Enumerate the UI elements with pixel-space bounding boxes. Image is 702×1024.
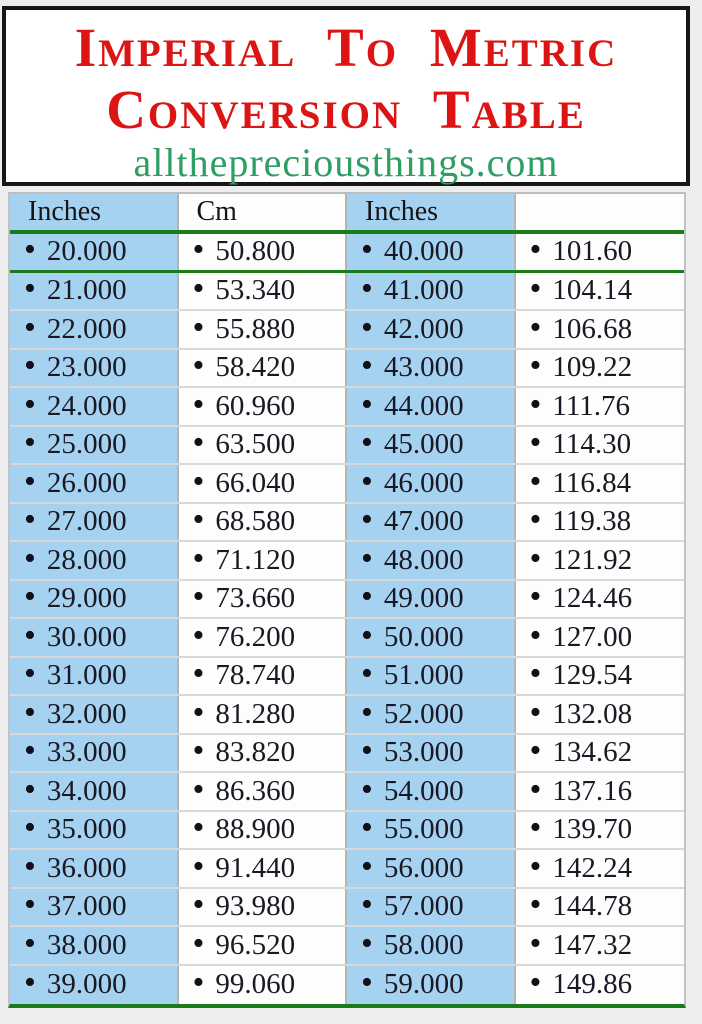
table-cell [10,619,179,656]
bullet-icon: • [529,465,542,500]
conversion-table [8,192,686,1008]
bullet-icon: • [192,349,205,385]
cell-value: 132.08 [552,697,633,730]
table-cell [179,581,348,618]
bullet-icon: • [529,696,542,731]
cell-value: 32.000 [46,697,127,730]
bullet-icon: • [192,657,205,693]
column-header-cm-1: Cm [179,194,348,230]
bullet-icon: • [361,850,373,885]
bullet-icon: • [192,811,205,847]
cell-value: 101.60 [552,235,633,268]
bullet-icon: • [529,388,542,423]
table-cell [179,812,348,849]
bullet-icon: • [361,888,373,924]
cell-value: 40.000 [383,235,464,268]
cell-value: 142.24 [552,851,633,884]
table-cell [516,273,685,310]
cell-value: 45.000 [383,428,464,461]
table-cell [347,465,516,502]
cell-value: 106.68 [552,312,633,345]
bullet-icon: • [24,927,36,962]
table-cell [10,311,179,348]
table-cell [347,889,516,926]
cell-value: 127.00 [552,620,633,653]
table-cell [516,850,685,887]
table-cell [347,850,516,887]
bullet-icon: • [24,619,36,654]
bullet-icon: • [361,503,373,539]
table-cell [516,388,685,425]
bullet-icon: • [24,811,36,847]
bullet-icon: • [24,850,36,885]
bullet-icon: • [24,503,36,539]
table-cell [516,581,685,618]
title-line-2: Conversion Table [106,79,586,140]
bullet-icon: • [24,272,36,308]
bullet-icon: • [361,619,373,654]
cell-value: 137.16 [552,774,633,807]
table-row [10,773,684,812]
bullet-icon: • [529,773,542,808]
table-cell [347,504,516,541]
table-cell [516,427,685,464]
table-cell [10,850,179,887]
cell-value: 42.000 [383,312,464,345]
cell-value: 41.000 [383,274,464,307]
table-cell [10,234,179,270]
table-cell [347,696,516,733]
cell-value: 38.000 [46,928,127,961]
table-row [10,350,684,389]
table-cell [347,273,516,310]
cell-value: 86.360 [215,774,296,807]
bullet-icon: • [361,734,373,770]
cell-value: 24.000 [46,389,127,422]
bullet-icon: • [529,349,542,385]
table-cell [10,773,179,810]
table-row [10,234,684,273]
bullet-icon: • [361,272,373,308]
cell-value: 68.580 [215,505,296,538]
table-cell [10,889,179,926]
bullet-icon: • [192,965,205,1002]
table-row [10,427,684,466]
table-cell [516,504,685,541]
cell-value: 71.120 [215,543,296,576]
cell-value: 119.38 [552,505,632,538]
cell-value: 99.060 [215,968,296,1001]
bullet-icon: • [361,811,373,847]
table-cell [347,812,516,849]
bullet-icon: • [24,965,36,1002]
cell-value: 58.000 [383,928,464,961]
table-cell [179,966,348,1005]
table-cell [10,812,179,849]
bullet-icon: • [192,888,205,924]
table-cell [347,658,516,695]
cell-value: 109.22 [552,351,633,384]
bullet-icon: • [529,927,542,962]
table-cell [179,234,348,270]
bullet-icon: • [192,542,205,577]
cell-value: 116.84 [552,466,632,499]
cell-value: 23.000 [46,351,127,384]
table-cell [179,773,348,810]
table-cell [179,350,348,387]
bullet-icon: • [529,580,542,616]
table-cell [179,927,348,964]
bullet-icon: • [192,426,205,462]
cell-value: 33.000 [46,736,127,769]
bullet-icon: • [361,234,373,269]
cell-value: 88.900 [215,813,296,846]
bullet-icon: • [192,619,205,654]
cell-value: 66.040 [215,466,296,499]
table-cell [347,427,516,464]
table-cell [347,388,516,425]
bullet-icon: • [529,272,542,308]
cell-value: 78.740 [215,659,296,692]
bullet-icon: • [529,503,542,539]
cell-value: 96.520 [215,928,296,961]
bullet-icon: • [529,619,542,654]
table-body [10,234,684,1004]
cell-value: 83.820 [215,736,296,769]
cell-value: 28.000 [46,543,127,576]
table-cell [10,927,179,964]
bullet-icon: • [361,580,373,616]
bullet-icon: • [24,580,36,616]
table-cell [179,889,348,926]
table-row [10,812,684,851]
cell-value: 139.70 [552,813,633,846]
cell-value: 147.32 [552,928,633,961]
cell-value: 73.660 [215,582,296,615]
bullet-icon: • [192,773,205,808]
table-row [10,388,684,427]
table-cell [347,542,516,579]
cell-value: 124.46 [552,582,633,615]
bullet-icon: • [361,965,373,1002]
cell-value: 52.000 [383,697,464,730]
table-cell [347,311,516,348]
cell-value: 39.000 [46,968,127,1001]
cell-value: 55.880 [215,312,296,345]
bullet-icon: • [361,465,373,500]
cell-value: 35.000 [46,813,127,846]
cell-value: 54.000 [383,774,464,807]
cell-value: 37.000 [46,890,127,923]
cell-value: 111.76 [552,389,631,422]
bullet-icon: • [529,311,542,346]
cell-value: 22.000 [46,312,127,345]
bullet-icon: • [24,696,36,731]
table-cell [516,465,685,502]
table-row [10,619,684,658]
cell-value: 49.000 [383,582,464,615]
bullet-icon: • [529,850,542,885]
table-row [10,273,684,312]
table-cell [516,619,685,656]
table-row [10,658,684,697]
table-cell [179,311,348,348]
bullet-icon: • [192,927,205,962]
cell-value: 30.000 [46,620,127,653]
table-row [10,504,684,543]
cell-value: 51.000 [383,659,464,692]
cell-value: 63.500 [215,428,296,461]
table-row [10,850,684,889]
bullet-icon: • [529,734,542,770]
title-line-1: Imperial To Metric [74,17,618,78]
cell-value: 34.000 [46,774,127,807]
table-cell [10,427,179,464]
bullet-icon: • [529,965,542,1002]
cell-value: 114.30 [552,428,632,461]
bullet-icon: • [529,426,542,462]
cell-value: 57.000 [383,890,464,923]
column-header-inches-1: Inches [10,194,179,230]
cell-value: 91.440 [215,851,296,884]
cell-value: 134.62 [552,736,633,769]
table-cell [179,504,348,541]
cell-value: 53.000 [383,736,464,769]
cell-value: 29.000 [46,582,127,615]
table-cell [347,619,516,656]
cell-value: 76.200 [215,620,296,653]
cell-value: 27.000 [46,505,127,538]
cell-value: 55.000 [383,813,464,846]
cell-value: 56.000 [383,851,464,884]
bullet-icon: • [361,927,373,962]
table-cell [516,889,685,926]
column-header-cm-2 [516,194,685,230]
bullet-icon: • [192,734,205,770]
table-row [10,542,684,581]
cell-value: 104.14 [552,274,633,307]
cell-value: 20.000 [46,235,127,268]
cell-value: 21.000 [46,274,127,307]
bullet-icon: • [24,388,36,423]
column-header-inches-2: Inches [347,194,516,230]
table-cell [179,696,348,733]
table-cell [10,966,179,1005]
table-cell [179,273,348,310]
bullet-icon: • [529,234,542,269]
bullet-icon: • [529,542,542,577]
website-link[interactable]: allthepreciousthings.com [133,140,559,185]
table-cell [516,927,685,964]
table-row [10,889,684,928]
bullet-icon: • [192,503,205,539]
table-cell [179,735,348,772]
bullet-icon: • [24,657,36,693]
cell-value: 60.960 [215,389,296,422]
bullet-icon: • [24,465,36,500]
cell-value: 144.78 [552,890,633,923]
table-cell [10,658,179,695]
bullet-icon: • [192,234,205,269]
table-header-row [10,194,684,234]
table-cell [516,812,685,849]
table-cell [10,542,179,579]
cell-value: 48.000 [383,543,464,576]
bullet-icon: • [192,311,205,346]
cell-value: 81.280 [215,697,296,730]
bullet-icon: • [361,696,373,731]
bullet-icon: • [529,657,542,693]
bullet-icon: • [529,811,542,847]
cell-value: 58.420 [215,351,296,384]
cell-value: 93.980 [215,890,296,923]
table-cell [516,234,685,270]
bullet-icon: • [361,311,373,346]
bullet-icon: • [361,657,373,693]
bullet-icon: • [24,349,36,385]
cell-value: 50.800 [215,235,296,268]
bullet-icon: • [192,388,205,423]
table-cell [179,850,348,887]
table-row [10,311,684,350]
bullet-icon: • [361,773,373,808]
cell-value: 149.86 [552,968,633,1001]
table-cell [10,388,179,425]
table-cell [347,581,516,618]
bullet-icon: • [529,888,542,924]
table-cell [516,773,685,810]
table-cell [516,311,685,348]
cell-value: 121.92 [552,543,633,576]
table-cell [347,773,516,810]
table-row [10,581,684,620]
bullet-icon: • [192,272,205,308]
table-row [10,735,684,774]
cell-value: 59.000 [383,968,464,1001]
table-cell [347,735,516,772]
table-cell [10,465,179,502]
bullet-icon: • [24,234,36,269]
bullet-icon: • [24,888,36,924]
table-row [10,465,684,504]
bullet-icon: • [192,465,205,500]
bullet-icon: • [192,696,205,731]
bullet-icon: • [192,850,205,885]
table-cell [347,966,516,1005]
cell-value: 129.54 [552,659,633,692]
table-cell [179,619,348,656]
cell-value: 31.000 [46,659,127,692]
bullet-icon: • [24,542,36,577]
table-cell [516,542,685,579]
cell-value: 36.000 [46,851,127,884]
table-row [10,966,684,1005]
table-cell [516,696,685,733]
table-cell [179,427,348,464]
bullet-icon: • [24,311,36,346]
bullet-icon: • [361,388,373,423]
table-cell [179,542,348,579]
table-cell [347,927,516,964]
cell-value: 44.000 [383,389,464,422]
bullet-icon: • [24,734,36,770]
table-cell [347,234,516,270]
bullet-icon: • [361,426,373,462]
table-row [10,927,684,966]
cell-value: 47.000 [383,505,464,538]
cell-value: 50.000 [383,620,464,653]
bullet-icon: • [361,542,373,577]
table-cell [179,465,348,502]
table-cell [179,658,348,695]
table-cell [347,350,516,387]
bullet-icon: • [361,349,373,385]
table-cell [10,581,179,618]
table-cell [516,735,685,772]
cell-value: 25.000 [46,428,127,461]
bullet-icon: • [24,773,36,808]
table-cell [10,696,179,733]
cell-value: 26.000 [46,466,127,499]
table-cell [10,735,179,772]
bullet-icon: • [192,580,205,616]
table-cell [516,658,685,695]
cell-value: 43.000 [383,351,464,384]
table-cell [10,273,179,310]
cell-value: 46.000 [383,466,464,499]
table-cell [10,350,179,387]
header-box [2,6,690,186]
table-row [10,696,684,735]
table-cell [10,504,179,541]
table-cell [179,388,348,425]
table-cell [516,350,685,387]
table-cell [516,966,685,1005]
cell-value: 53.340 [215,274,296,307]
bullet-icon: • [24,426,36,462]
